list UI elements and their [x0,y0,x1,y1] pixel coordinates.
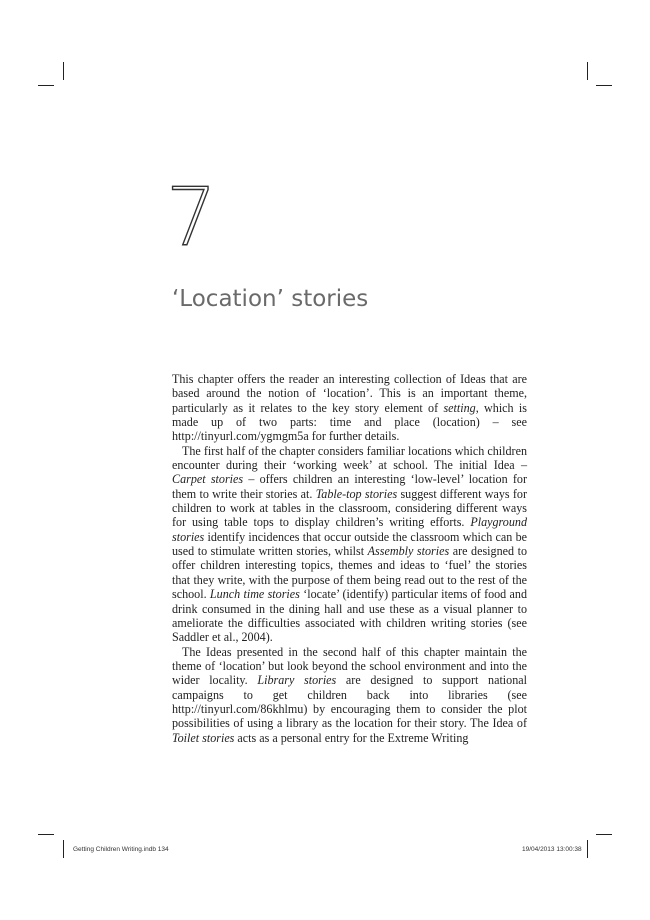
text-run: identify incidences that occur outside the classroom which can be used to stimulate written stories, whilst [172,529,527,559]
italic-run: setting [443,400,476,415]
text-run: This chapter offers the reader an interesting collection of Ideas that are based around the notion of ‘location’. This is an important theme, particularly as it relates to the key story element of [172,372,527,415]
text-run: acts as a personal entry for the Extreme Writing [234,730,469,745]
body-text [172,372,527,745]
crop-mark [596,85,612,86]
text-run: suggest different ways for children to work at tables in the classroom, considering different ways for using table tops to display children’s writing efforts. [172,486,527,530]
slug-timestamp: 19/04/2013 13:00:38 [522,846,582,853]
italic-run: Assembly stories [367,544,450,559]
italic-run: Table-top stories [315,486,398,501]
text-run: ‘locate’ (identify) particular items of food and drink consumed in the dining hall and use these as a visual planner to ameliorate the difficulties associated with children writing stories (see Saddler et al., 2004). [172,587,528,645]
paragraph-2 [172,444,527,645]
crop-mark [63,62,64,80]
italic-run: Lunch time stories [209,587,300,602]
chapter-number: 7 [166,171,217,264]
text-run: – offers children an interesting ‘low-level’ location for them to write their stories at. [172,472,527,501]
italic-run: Toilet stories [172,730,235,745]
paragraph-1 [172,372,527,444]
crop-mark [38,834,54,835]
crop-mark [587,62,588,80]
italic-run: Library stories [257,673,337,688]
crop-mark [587,840,588,858]
text-run: The Ideas presented in the second half of this chapter maintain the theme of ‘location’ but look beyond the school environment and into the wider locality. [172,644,527,688]
text-run: are designed to offer children interesting topics, themes and ideas to ‘fuel’ the stories that they write, with the purpose of them being read out to the rest of the school. [172,544,527,602]
slug-file-info: Getting Children Writing.indb 134 [73,846,169,853]
text-run: , which is made up of two parts: time and place (location) – see http://tinyurl.com/ygmgm5a for further details. [172,400,527,444]
crop-mark [63,840,64,858]
paragraph-3 [172,645,527,745]
crop-mark [38,85,54,86]
italic-run: Playground stories [172,515,527,544]
italic-run: Carpet stories [172,472,244,487]
text-run: are designed to support national campaigns to get children back into libraries (see http://tinyurl.com/86khlmu) by encouraging them to consider the plot possibilities of using a library as the location for their story. The Idea of [172,673,527,731]
text-run: The first half of the chapter considers familiar locations which children encounter during their ‘working week’ at school. The initial Idea – [172,443,527,473]
chapter-title: ‘Location’ stories [172,286,369,312]
crop-mark [596,834,612,835]
